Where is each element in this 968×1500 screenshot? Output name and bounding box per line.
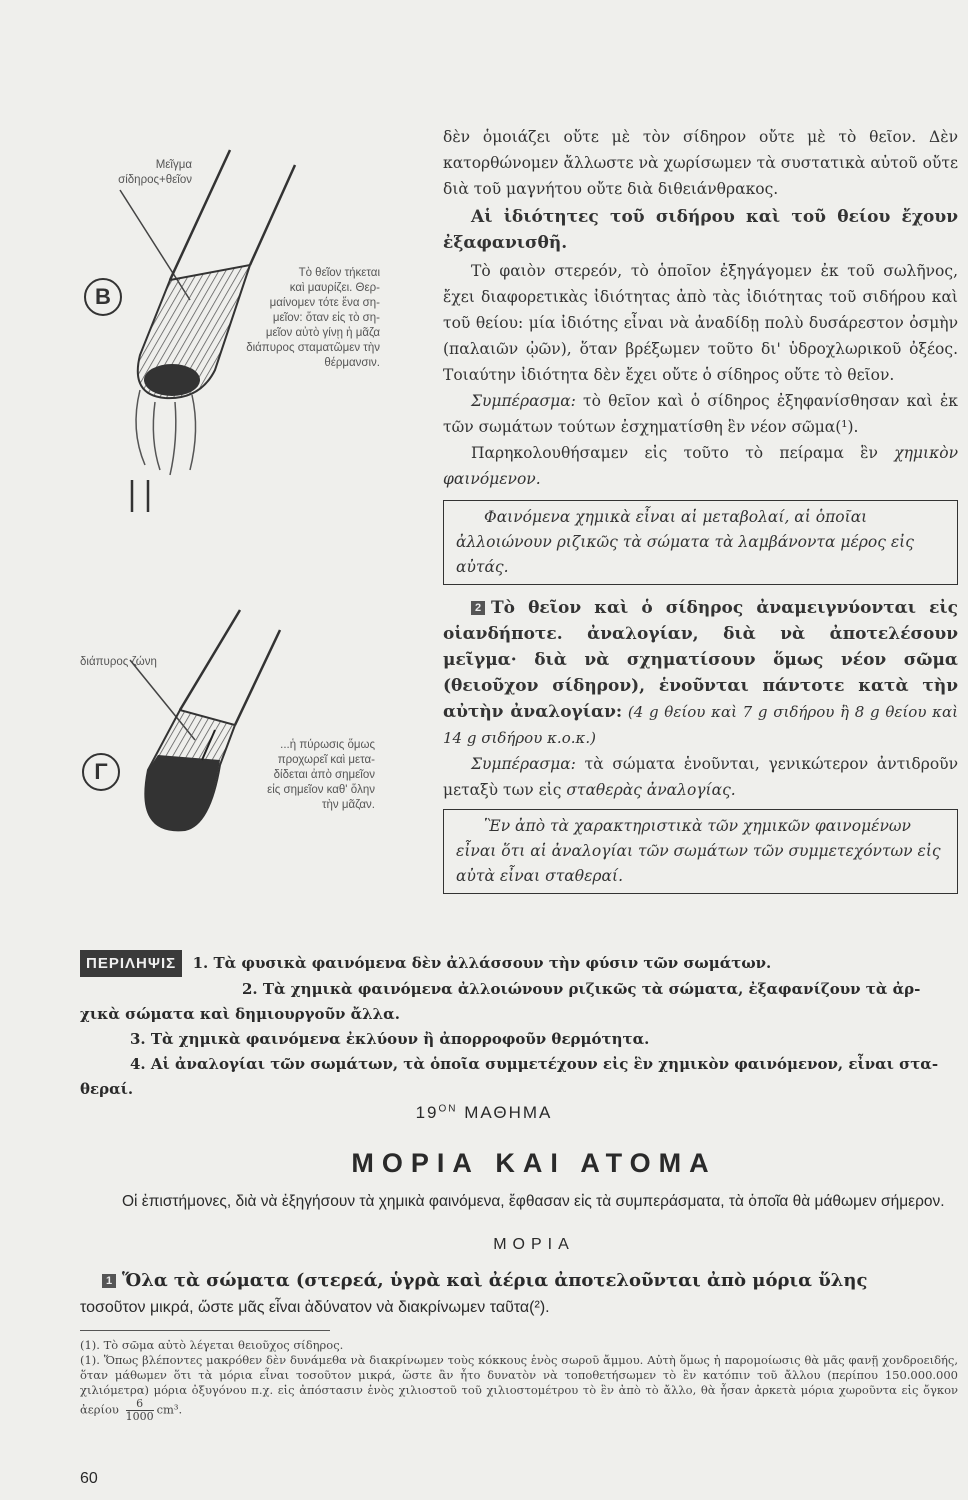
footnote-1: (1). Τὸ σῶμα αὐτὸ λέγεται θειοῦχος σίδηρος. (80, 1338, 344, 1352)
section-number-1: 1 (102, 1274, 116, 1288)
figure-b-label-top: Μεῖγμα σίδηρος+θεῖον (118, 159, 192, 186)
footnotes (80, 1338, 958, 1423)
heading-properties: Αἱ ἰδιότητες τοῦ σιδήρου καὶ τοῦ θείου ἔχουν ἐξαφανισθῆ. (443, 207, 958, 253)
definition-box-2: Ἓν ἀπὸ τὰ χαρακτηριστικὰ τῶν χημικῶν φαινομένων εἶναι ὅτι αἱ ἀναλογίαι τῶν σωμάτων τῶν συμμετεχόντων εἰς αὐτὰ εἶναι σταθεραί. (443, 809, 958, 894)
figure-g-caption: ...ἡ πύρωσις ὅμως προχωρεῖ καὶ μετα- δίδεται ἀπὸ σημεῖον εἰς σημεῖον καθ' ὅλην τὴν μᾶζαν. (267, 739, 375, 811)
summary-item-1: 1. Τὰ φυσικὰ φαινόμενα δὲν ἀλλάσσουν τὴν φύσιν τῶν σωμάτων. (192, 954, 772, 972)
footnote-divider (80, 1330, 330, 1331)
test-tube-g-illustration (110, 600, 290, 860)
paragraph-5: Συμπέρασμα: τὰ σώματα ἑνοῦνται, γενικώτερον ἀντιδροῦν μεταξὺ των εἰς σταθερὰς ἀναλογίας. (443, 755, 958, 799)
summary-item-4: 4. Αἱ ἀναλογίαι τῶν σωμάτων, τὰ ὁποῖα συμμετέχουν εἰς ἓν χημικὸν φαινόμενον, εἶναι στα- (130, 1055, 939, 1073)
paragraph-2: Τὸ φαιὸν στερεόν, τὸ ὁποῖον ἐξηγάγομεν ἐκ τοῦ σωλῆνος, ἔχει διαφορετικὰς ἰδιότητας ἀπὸ τὰς ἰδιότητας τοῦ σιδήρου καὶ τοῦ θείου: μία ἰδιότης εἶναι νὰ ἀναδίδῃ πολὺ δυσάρεστον ὀσμὴν (παλαιῶν ᾠῶν), ὅταν βρέξωμεν τοῦτο δι' ὑδροχλωρικοῦ ὀξέος. Τοιαύτην ἰδιότητα δὲν ἔχει οὔτε ὁ σίδηρος οὔτε τὸ θεῖον. (443, 262, 958, 384)
summary-item-3: 3. Τὰ χημικὰ φαινόμενα ἐκλύουν ἢ ἀπορροφοῦν θερμότητα. (130, 1030, 650, 1048)
paragraph-3: Συμπέρασμα: τὸ θεῖον καὶ ὁ σίδηρος ἐξηφανίσθησαν καὶ ἐκ τῶν σωμάτων τούτων ἐσχηματίσθη ἓν νέον σῶμα(¹). (443, 392, 958, 436)
molecules-paragraph: 1 Ὅλα τὰ σώματα (στερεά, ὑγρὰ καὶ ἀέρια ἀποτελοῦνται ἀπὸ μόρια ὕλης τοσοῦτον μικρά, ὥστε μᾶς εἶναι ἀδύνατον νὰ διακρίνωμεν ταῦτα(²). (80, 1270, 868, 1316)
summary-item-4-cont: θεραί. (80, 1080, 134, 1098)
section-subtitle: ΜΟΡΙΑ (493, 1236, 575, 1253)
summary-section (80, 950, 958, 1102)
summary-item-2: 2. Τὰ χημικὰ φαινόμενα ἀλλοιώνουν ριζικῶς τὰ σώματα, ἐξαφανίζουν τὰ ἀρ- (242, 980, 921, 998)
definition-box-1: Φαινόμενα χημικὰ εἶναι αἱ μεταβολαί, αἱ ὁποῖαι ἀλλοιώνουν ριζικῶς τὰ σώματα τὰ λαμβάνοντα μέρος εἰς αὐτάς. (443, 500, 958, 585)
summary-badge: ΠΕΡΙΛΗΨΙΣ (80, 950, 182, 977)
section-number-2: 2 (471, 601, 485, 615)
figure-g-label-top: διάπυρος ζώνη (80, 656, 157, 668)
figure-b-letter: B (84, 278, 122, 316)
summary-item-2-cont: χικὰ σώματα καὶ δημιουργοῦν ἄλλα. (80, 1005, 400, 1023)
figure-b-caption: Τὸ θεῖον τήκεται καὶ μαυρίζει. Θερ- μαίνομεν τότε ἕνα ση- μεῖον: ὅταν εἰς τὸ ση- μεῖον αὐτὸ γίνῃ ἡ μᾶζα διάπυρος σταματῶμεν τὴν θέρμανσιν. (246, 267, 380, 369)
lesson-number: $19^{ON}$ ΜΑΘΗΜΑ (415, 1103, 553, 1122)
paragraph-1: δὲν ὁμοιάζει οὔτε μὲ τὸν σίδηρον οὔτε μὲ τὸ θεῖον. Δὲν κατορθώνομεν ἄλλωστε νὰ χωρίσωμεν τὰ συστατικὰ αὐτοῦ οὔτε διὰ τοῦ μαγνήτου οὔτε διὰ διθειάνθρακος. (443, 128, 958, 198)
fraction: $\frac{6}{1000}$ (125, 1397, 154, 1423)
paragraph-4: Παρηκολουθήσαμεν εἰς τοῦτο τὸ πείραμα ἓν χημικὸν φαινόμενον. (443, 444, 958, 488)
right-column (443, 124, 958, 894)
page-number: 60 (80, 1470, 98, 1487)
lesson-title: ΜΟΡΙΑ ΚΑΙ ΑΤΟΜΑ (351, 1148, 717, 1178)
figure-g-letter: Γ (82, 753, 120, 791)
heading-section-2: 2 Τὸ θεῖον καὶ ὁ σίδηρος ἀναμειγνύονται εἰς οἱανδήποτε. ἀναλογίαν, διὰ νὰ ἀποτελέσουν μεῖγμα· διὰ νὰ σχηματίσουν ὅμως νέον σῶμα (θειοῦχον σίδηρον), ἑνοῦνται πάντοτε κατὰ τὴν αὐτὴν ἀναλογίαν: (4 g θείου καὶ 7 g σιδήρου ἢ 8 g θείου καὶ 14 g σιδήρου κ.ο.κ.) (443, 598, 958, 747)
lesson-intro: Οἱ ἐπιστήμονες, διὰ νὰ ἐξηγήσουν τὰ χημικὰ φαινόμενα, ἔφθασαν εἰς τὰ συμπεράσματα, τὰ ὁποῖα θὰ μάθωμεν σήμερον. (122, 1193, 945, 1210)
footnote-2: (1). Ὅπως βλέποντες μακρόθεν δὲν δυνάμεθα νὰ διακρίνωμεν τοὺς κόκκους ἑνὸς σωροῦ ἄμμου. Αὐτὴ ὅμως ἡ παρομοίωσις θὰ μᾶς φανῇ χονδροειδής, ὅταν μάθωμεν ὅτι τὰ μόρια εἶναι τοσοῦτον μικρά, ὥστε ἂν ἦτο δυνατὸν νὰ τοποθετήσωμεν τὸ ἓν κατόπιν τοῦ ἄλλου (περίπου 150.000.000 χιλιόμετρα) μόρια ὀξυγόνου π.χ. εἰς ἀπόστασιν ἑνὸς χιλιοστοῦ τοῦ χιλιοστομέτρου τὸ ἓν ἀπὸ τὸ ἄλλο, θὰ ἦσαν ἀρκετὰ μόρια χωροῦντα εἰς ὄγκον ἀερίου $\frac{6}{1000}$ cm³. (80, 1353, 958, 1423)
